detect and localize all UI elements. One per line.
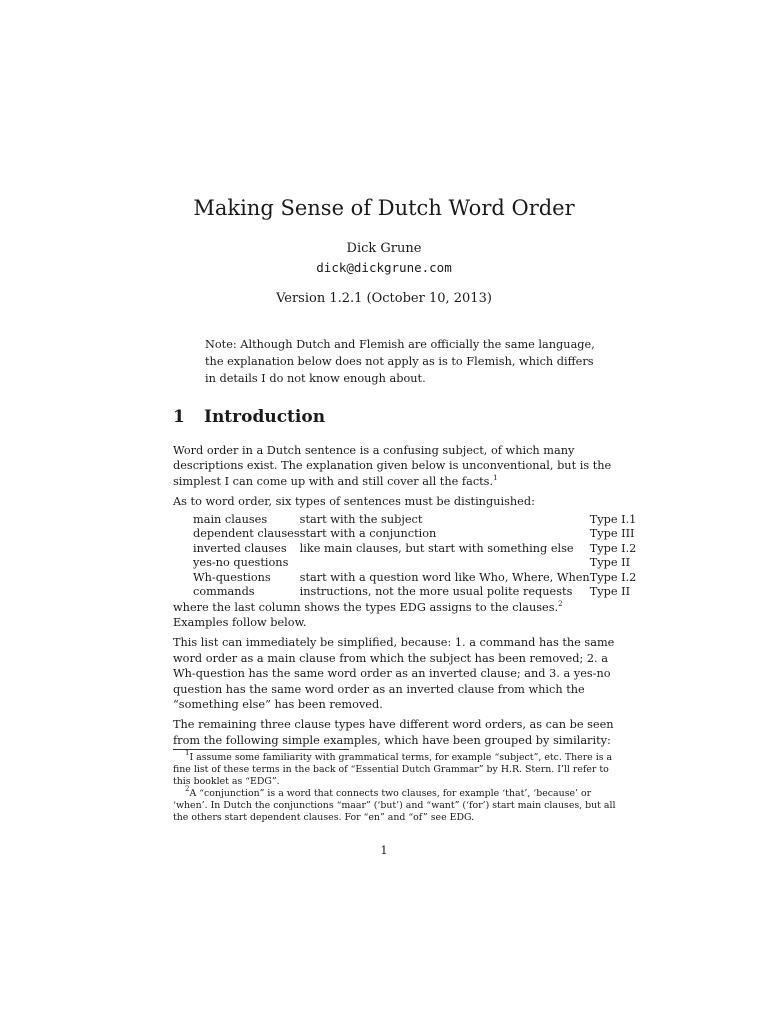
clause-name: commands: [193, 585, 255, 599]
paragraph: where the last column shows the types EDG assigns to the clauses.$^2$ Examples follow below.: [173, 599, 563, 630]
clause-description: like main clauses, but start with something else: [299, 541, 574, 555]
clause-description: instructions, not the more usual polite requests: [299, 585, 573, 599]
section-heading: [173, 407, 325, 427]
footnote: $^2$A “conjunction” is a word that connects two clauses, for example ‘that’, ‘because’ or ‘when’. In Dutch the conjunctions “maar” (‘but’) and “want” (‘for’) start main clauses, but all the others start dependent clauses. For “en” and “of” see EDG.: [173, 785, 616, 823]
clause-name: yes-no questions: [193, 556, 289, 570]
version-line: Version 1.2.1 (October 10, 2013): [276, 291, 492, 306]
clause-description: start with the subject: [299, 512, 423, 526]
clause-description: [300, 556, 590, 571]
clause-name: Wh-questions: [193, 570, 271, 584]
page-number: 1: [380, 844, 388, 857]
clause-description: start with a question word like Who, Where, When: [299, 570, 590, 584]
paragraph: As to word order, six types of sentences must be distinguished:: [173, 495, 535, 509]
table-row: [193, 556, 636, 571]
paragraph: Word order in a Dutch sentence is a confusing subject, of which many descriptions exist. The explanation given below is unconventional, but is the simplest I can come up with and still cover all the facts.$^1$: [173, 444, 612, 488]
footnote-mark: 2: [185, 785, 190, 793]
footnote-ref: 2: [558, 599, 563, 608]
table-row: [193, 542, 636, 557]
clause-type: Type II: [589, 556, 631, 570]
paragraph: This list can immediately be simplified, because: 1. a command has the same word order as a main clause from which the subject has been removed; 2. a Wh-question has the same word order as an inverted clause; and 3. a yes-no question has the same word order as an inverted clause from which the “something else” has been removed.: [173, 636, 615, 712]
clause-name: main clauses: [193, 512, 268, 526]
clause-type: Type I.1: [589, 512, 637, 526]
table-row: [193, 513, 636, 528]
table-row: [193, 585, 636, 600]
table-row: [193, 571, 636, 586]
table-row: [193, 527, 636, 542]
body-text: [173, 443, 637, 753]
clause-type: Type III: [589, 527, 635, 541]
section-title: Introduction: [204, 407, 326, 427]
footnote: $^1$I assume some familiarity with grammatical terms, for example “subject”, etc. There is a fine list of these terms in the back of “Essential Dutch Grammar” by H.R. Stern. I’ll refer to this booklet as “EDG”.: [173, 749, 613, 787]
paragraph: The remaining three clause types have different word orders, as can be seen from the following simple examples, which have been grouped by similarity:: [173, 718, 614, 747]
author-email: dick@dickgrune.com: [316, 260, 452, 275]
footnote-ref: 1: [493, 473, 498, 482]
footnote-divider: [173, 749, 349, 750]
clause-description: start with a conjunction: [299, 527, 437, 541]
clause-type: Type I.2: [589, 570, 637, 584]
footnote-mark: 1: [185, 749, 190, 757]
clause-name: inverted clauses: [193, 541, 287, 555]
note-paragraph: Note: Although Dutch and Flemish are officially the same language, the explanation below does not apply as is to Flemish, which differs in details I do not know enough about.: [205, 338, 595, 385]
clause-types-table: [193, 513, 636, 600]
paper-title: Making Sense of Dutch Word Order: [193, 196, 575, 220]
clause-type: Type II: [589, 585, 631, 599]
section-number: 1: [173, 407, 185, 427]
clause-name: dependent clauses: [193, 527, 300, 541]
author-name: Dick Grune: [346, 241, 422, 256]
footnotes: [173, 749, 616, 824]
clause-type: Type I.2: [589, 541, 637, 555]
